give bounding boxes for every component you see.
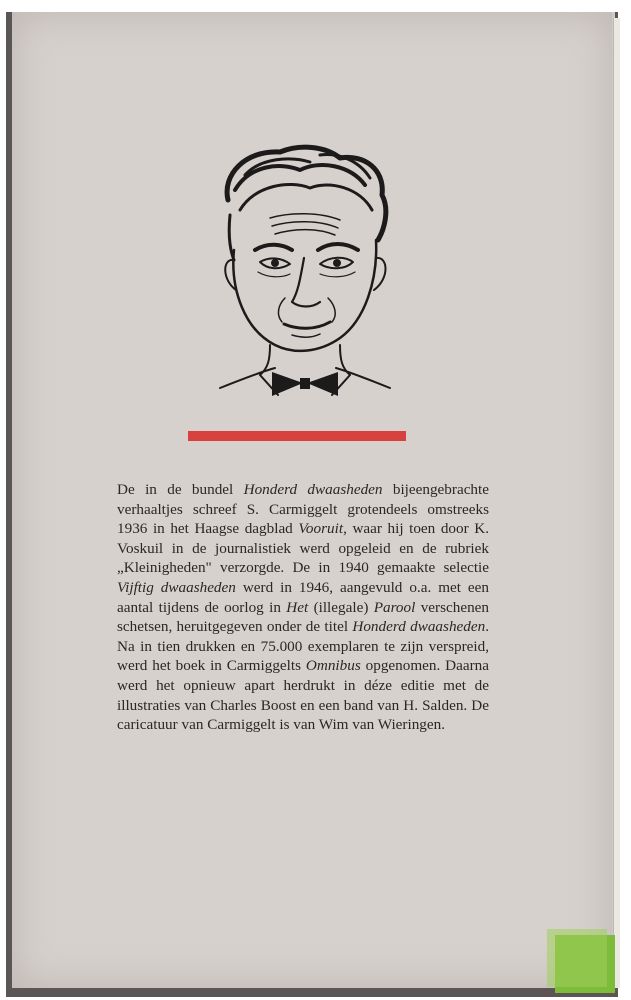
blurb-text: , waar hij toen door K. Voskuil in de journalistiek werd opgeleid en de rubriek „Kleinigheden" verzorgde. De in 1940 gemaakte selectie <box>117 520 489 577</box>
blurb-italic-title: Honderd dwaasheden <box>243 481 383 498</box>
blurb-italic-title: Vooruit <box>298 520 344 538</box>
caricature-portrait <box>200 140 410 415</box>
watermark-logo <box>555 935 615 993</box>
blurb-italic-title: Het <box>286 598 309 616</box>
blurb-text: werd in 1946, aangevuld o.a. met een aantal tijdens de oorlog in <box>117 578 489 616</box>
back-cover-blurb <box>117 480 489 735</box>
blurb-italic-title: Parool <box>373 598 416 616</box>
blurb-text: De in de bundel <box>117 481 244 498</box>
blurb-text: . Na in tien drukken en 75.000 exemplaren te zijn verspreid, werd het boek in Carmiggelts <box>117 618 489 675</box>
blurb-italic-title: Honderd dwaasheden <box>352 618 486 636</box>
blurb-text: bijeengebrachte verhaaltjes schreef S. Carmiggelt grotendeels omstreeks 1936 in het Haagse dagblad <box>117 481 489 538</box>
blurb-italic-title: Vijftig dwaasheden <box>117 578 236 596</box>
blurb-text: opgenomen. Daarna werd het opnieuw apart herdrukt in déze editie met de illustraties van Charles Boost en een band van H. Salden. De caricatuur van Carmiggelt is van Wim van Wieringen. <box>117 657 490 734</box>
blurb-italic-title: Omnibus <box>305 657 361 675</box>
blurb-text: verschenen schetsen, heruitgegeven onder de titel <box>117 598 489 636</box>
red-accent-bar <box>188 431 406 441</box>
blurb-text: (illegale) <box>308 598 374 616</box>
